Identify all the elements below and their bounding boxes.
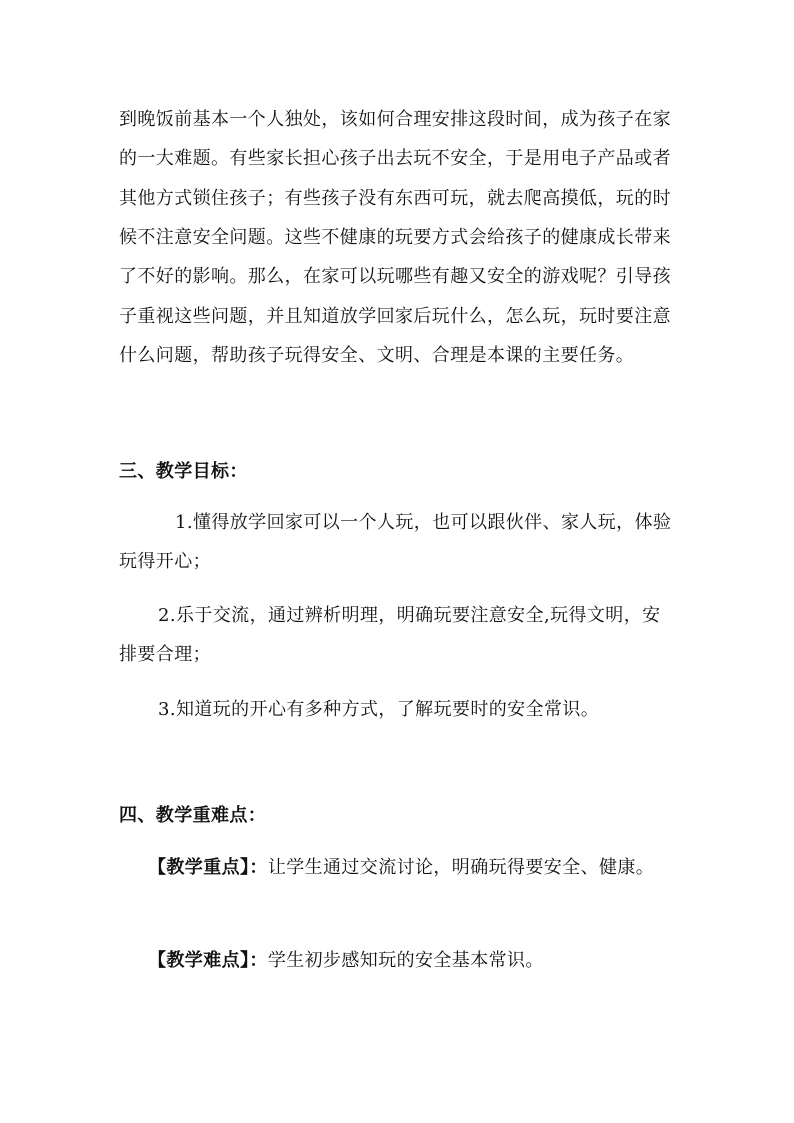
section-4-heading: 四、教学重难点： (119, 805, 267, 826)
goal-2-line-1: 2.乐于交流，通过辨析明理，明确玩要注意安全,玩得文明，安 (158, 605, 661, 626)
intro-line-2: 的一大难题。有些家长担心孩子出去玩不安全，于是用电子产品或者 (119, 148, 671, 169)
goal-1-line-1: 1.懂得放学回家可以一个人玩，也可以跟伙伴、家人玩，体验 (175, 512, 672, 533)
intro-line-6: 子重视这些问题，并且知道放学回家后玩什么，怎么玩，玩时要注意 (119, 306, 671, 327)
goal-3: 3.知道玩的开心有多种方式，了解玩要时的安全常识。 (158, 699, 600, 720)
intro-line-7: 什么问题，帮助孩子玩得安全、文明、合理是本课的主要任务。 (119, 345, 635, 366)
difficulty-point-text: 学生初步感知玩的安全基本常识。 (267, 950, 544, 971)
key-point-text: 让学生通过交流讨论，明确玩得要安全、健康。 (267, 857, 655, 878)
key-point (148, 856, 654, 880)
intro-line-1: 到晚饭前基本一个人独处，该如何合理安排这段时间，成为孩子在家 (119, 109, 671, 130)
intro-line-3: 其他方式锁住孩子；有些孩子没有东西可玩，就去爬高摸低，玩的时 (119, 188, 671, 209)
section-3-heading: 三、教学目标： (119, 461, 248, 482)
intro-line-4: 候不注意安全问题。这些不健康的玩要方式会给孩子的健康成长带来 (119, 227, 671, 248)
key-point-label: 【教学重点】： (148, 857, 268, 878)
goal-1-line-2: 玩得开心； (119, 551, 211, 572)
goal-2-line-2: 排要合理； (119, 644, 211, 665)
difficulty-point (148, 949, 544, 973)
intro-line-5: 了不好的影响。那么，在家可以玩哪些有趣又安全的游戏呢？引导孩 (119, 266, 671, 287)
difficulty-point-label: 【教学难点】： (148, 950, 268, 971)
